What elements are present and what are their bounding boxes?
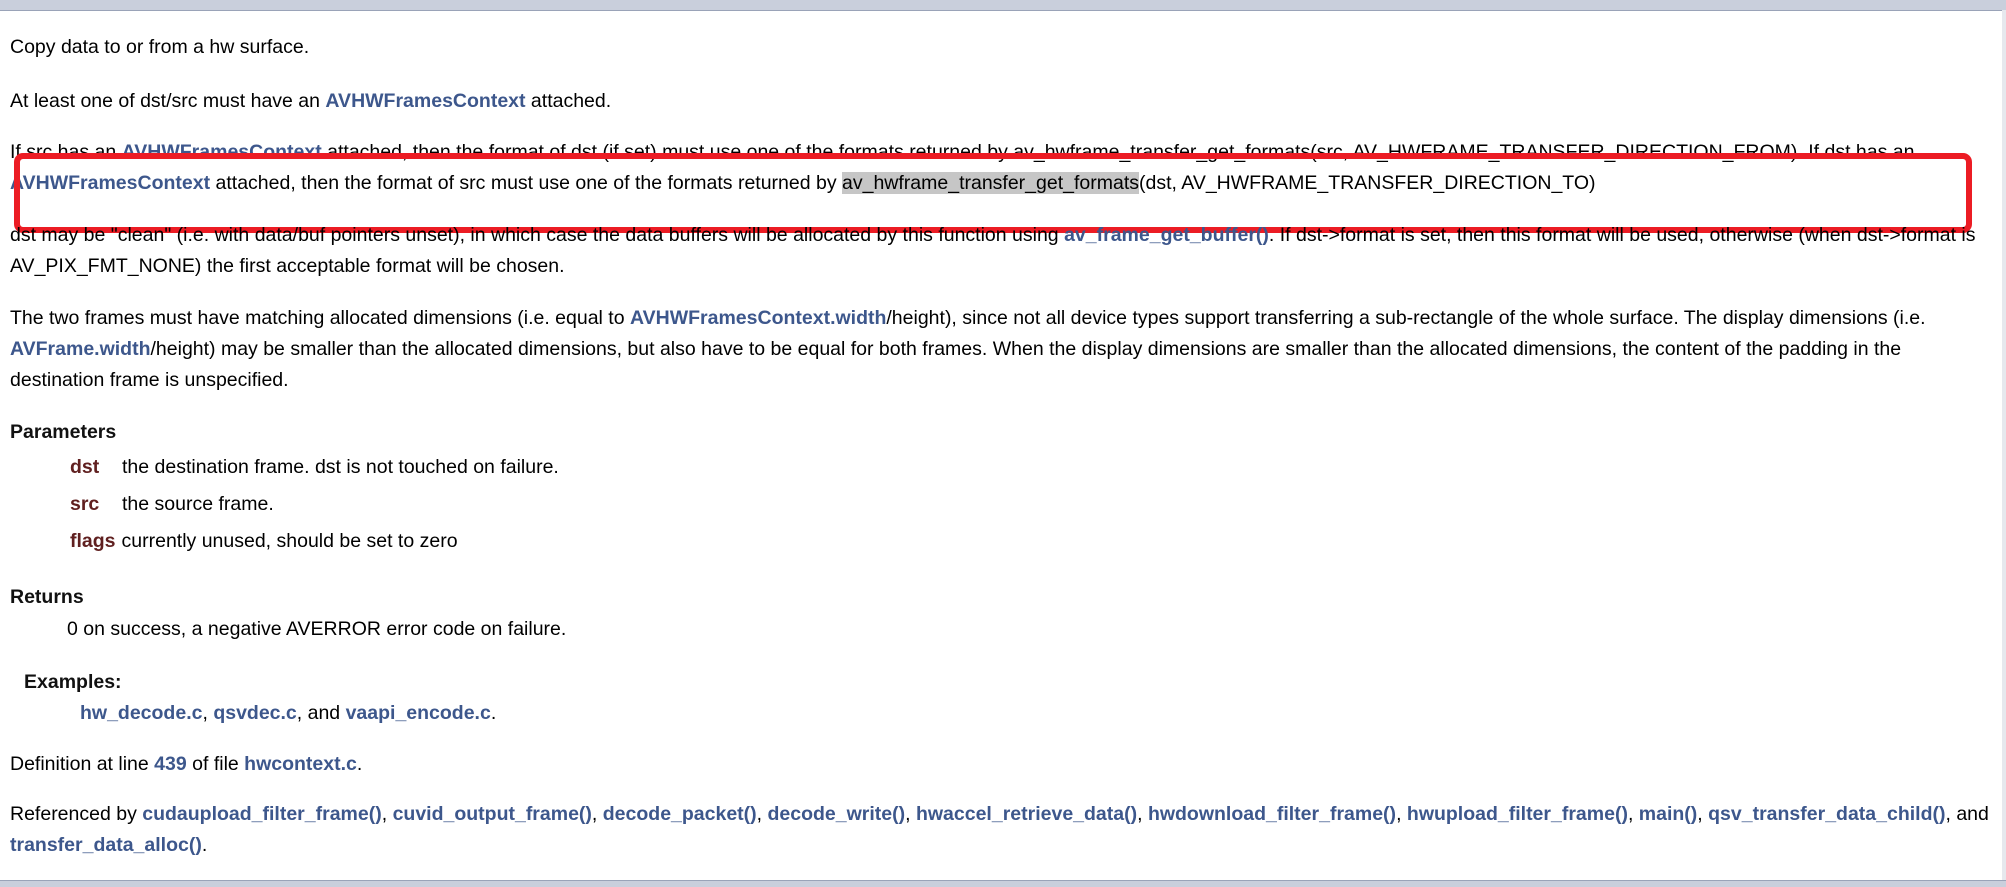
referenced-link[interactable]: decode_write() [767, 803, 906, 825]
text-span: , [1396, 803, 1407, 825]
text-span: . [356, 753, 363, 775]
definition-line [10, 749, 362, 780]
text-span: attached, then the format of src must use one of the formats returned by [210, 172, 843, 194]
text-span: , [1627, 803, 1639, 825]
text-span: At least one of dst/src must have an [10, 90, 326, 112]
text-span: attached. [525, 90, 612, 112]
param-row-flags [70, 526, 458, 557]
text-span: dst may be "clean" (i.e. with data/buf pointers unset), in which case the data buffers will be allocated by this function using [10, 224, 1065, 246]
doc-brief: Copy data to or from a hw surface. [10, 36, 310, 58]
parameters-title: Parameters [10, 421, 117, 443]
returns-text: 0 on success, a negative AVERROR error code on failure. [67, 618, 567, 640]
link-qsvdec-c[interactable]: qsvdec.c [213, 702, 297, 724]
text-span: /height), since not all device types support transferring a sub-rectangle of the whole surface. The display dimensions (i.e. [886, 307, 1926, 329]
text-span: Definition at line [10, 753, 155, 775]
text-span: of file [186, 753, 245, 775]
text-span: , [756, 803, 768, 825]
text-span: , [1697, 803, 1709, 825]
doc-paragraph-clean [10, 220, 1980, 282]
text-span: , [1137, 803, 1148, 825]
link-vaapi-encode-c[interactable]: vaapi_encode.c [345, 702, 491, 724]
referenced-link[interactable]: hwupload_filter_frame() [1406, 803, 1628, 825]
link-avhwframescontext-width[interactable]: AVHWFramesContext.width [629, 307, 887, 329]
link-hwcontext-c[interactable]: hwcontext.c [244, 753, 357, 775]
selected-text: av_hwframe_transfer_get_formats [842, 172, 1139, 194]
link-avhwframescontext[interactable]: AVHWFramesContext [121, 141, 322, 163]
referenced-link[interactable]: cudaupload_filter_frame() [142, 803, 382, 825]
text-span: , and [1945, 803, 1989, 825]
text-span: The two frames must have matching allocated dimensions (i.e. equal to [10, 307, 630, 329]
param-row-src [70, 489, 274, 520]
param-row-dst [70, 452, 559, 483]
param-desc: currently unused, should be set to zero [121, 530, 458, 552]
link-av-frame-get-buffer[interactable]: av_frame_get_buffer() [1064, 224, 1269, 246]
param-name: dst [70, 456, 100, 478]
referenced-link[interactable]: main() [1638, 803, 1698, 825]
text-span: . [201, 834, 208, 856]
param-desc: the destination frame. dst is not touched on failure. [122, 456, 559, 478]
text-span: , [381, 803, 393, 825]
text-span: , [202, 702, 214, 724]
right-scroll-edge [2002, 10, 2006, 880]
text-span: (dst, AV_HWFRAME_TRANSFER_DIRECTION_TO) [1139, 172, 1596, 194]
link-avhwframescontext[interactable]: AVHWFramesContext [325, 90, 526, 112]
param-name: src [70, 493, 100, 515]
referenced-links [142, 803, 1945, 825]
param-name: flags [70, 530, 116, 552]
link-line-number[interactable]: 439 [154, 753, 187, 775]
referenced-link[interactable]: hwdownload_filter_frame() [1147, 803, 1397, 825]
text-span: , [591, 803, 603, 825]
returns-title: Returns [10, 586, 84, 608]
examples-list [80, 698, 496, 729]
text-span: . [490, 702, 497, 724]
referenced-link[interactable]: hwaccel_retrieve_data() [915, 803, 1138, 825]
text-span: If src has an [10, 141, 122, 163]
text-span: attached, then the format of dst (if set) must use one of the formats returned by av_hwframe_transfer_get_formats(src, AV_HWFRAME_TRANSFER_DIRECTION_FROM). If dst has an [321, 141, 1915, 163]
param-desc: the source frame. [122, 493, 274, 515]
referenced-link[interactable]: decode_packet() [602, 803, 757, 825]
referenced-link[interactable]: qsv_transfer_data_child() [1708, 803, 1946, 825]
link-hw-decode-c[interactable]: hw_decode.c [80, 702, 203, 724]
top-frame-border [0, 0, 2006, 11]
examples-title: Examples: [24, 671, 122, 693]
doc-paragraph-dimensions [10, 303, 1990, 396]
doc-paragraph-attached [10, 86, 611, 117]
link-transfer-data-alloc[interactable]: transfer_data_alloc() [10, 834, 202, 856]
link-avhwframescontext[interactable]: AVHWFramesContext [10, 172, 211, 194]
text-span: /height) may be smaller than the allocated dimensions, but also have to be equal for both frames. When the display dimensions are smaller than the allocated dimensions, the content of the padding in the destination frame is unspecified. [10, 338, 1902, 391]
text-span: , and [296, 702, 346, 724]
text-span: . If dst->format is set, then this format will be used, otherwise (when dst->format is AV_PIX_FMT_NONE) the first acceptable format will be chosen. [10, 224, 1976, 277]
referenced-by [10, 799, 1990, 861]
text-span: Referenced by [10, 803, 143, 825]
referenced-link[interactable]: cuvid_output_frame() [392, 803, 592, 825]
link-avframe-width[interactable]: AVFrame.width [10, 338, 151, 360]
text-span: , [905, 803, 916, 825]
